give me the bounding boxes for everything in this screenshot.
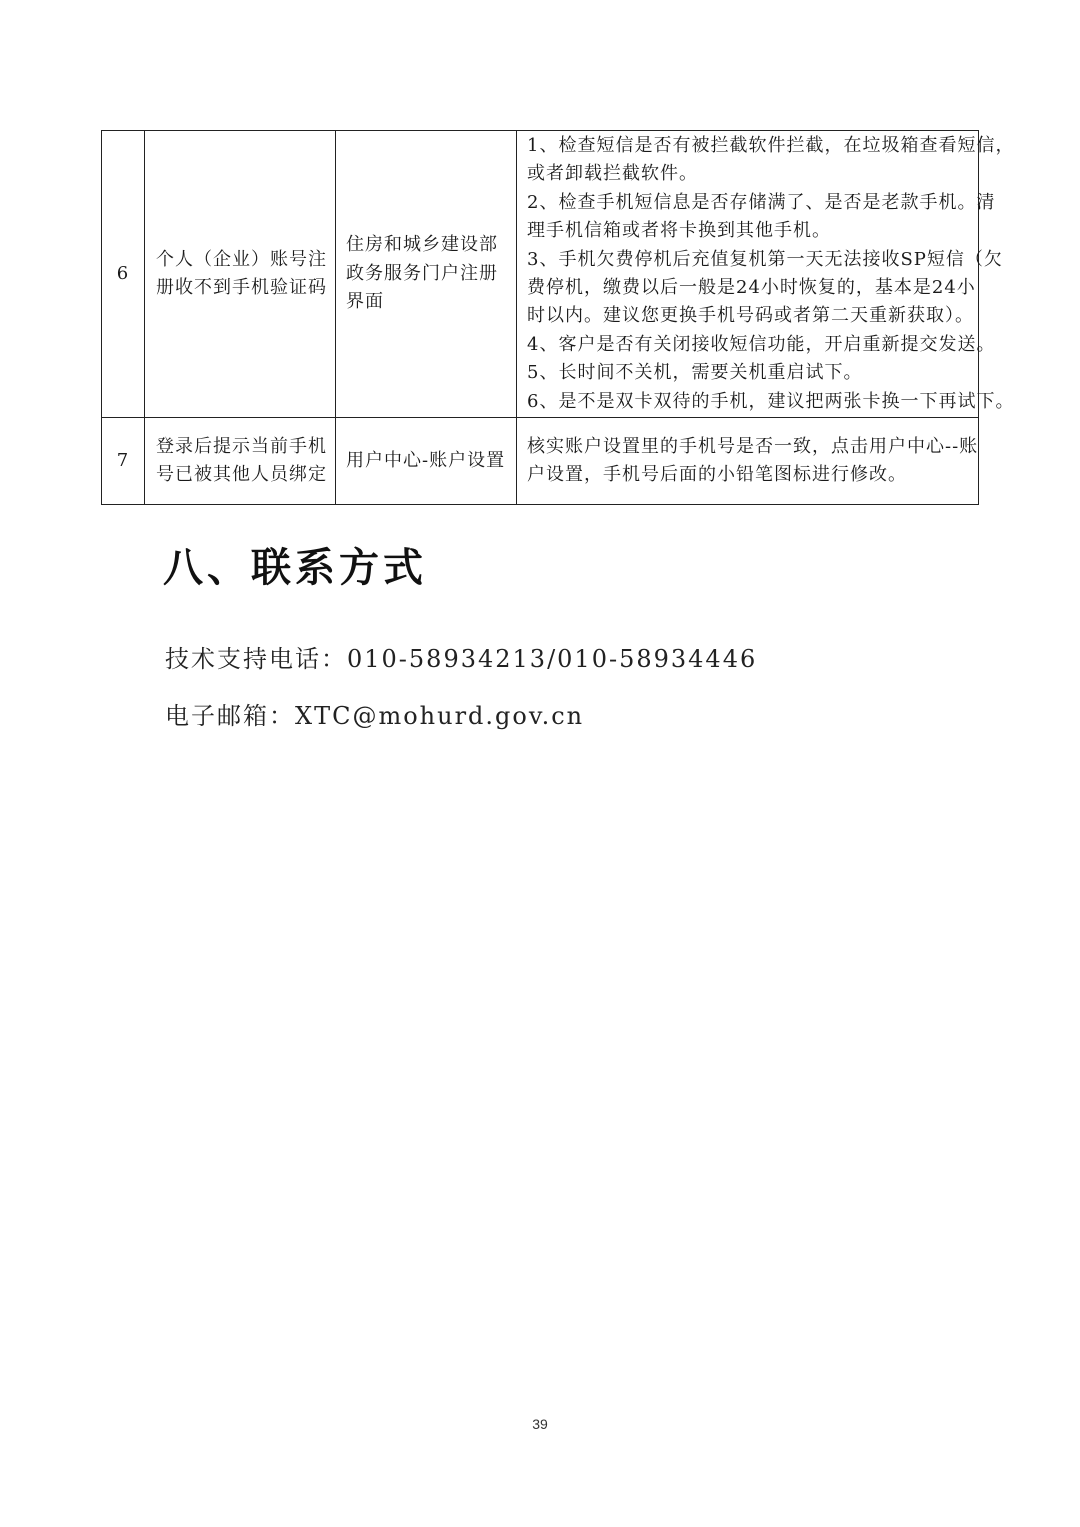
table-row (102, 418, 979, 505)
solution-line: 或者卸载拦截软件。 (527, 163, 698, 185)
faq-table (101, 130, 1015, 505)
section-title: 八、联系方式 (163, 545, 427, 591)
solution-line: 6、是不是双卡双待的手机，建议把两张卡换一下再试下。 (527, 390, 1015, 412)
question-cell: 个人（企业）账号注册收不到手机验证码 (145, 131, 336, 418)
solution-line: 3、手机欠费停机后充值复机第一天无法接收SP短信（欠 (527, 248, 1003, 270)
solution-line: 5、长时间不关机，需要关机重启试下。 (527, 362, 863, 384)
location-cell: 住房和城乡建设部政务服务门户注册界面 (336, 131, 517, 418)
solution-line: 户设置，手机号后面的小铅笔图标进行修改。 (527, 464, 907, 486)
solution-line: 1、检查短信是否有被拦截软件拦截，在垃圾箱查看短信， (527, 135, 1015, 156)
solution-line: 4、客户是否有关闭接收短信功能，开启重新提交发送。 (527, 333, 996, 355)
solution-cell (517, 131, 1015, 418)
solution-line: 核实账户设置里的手机号是否一致，点击用户中心--账 (527, 435, 979, 457)
solution-line: 时以内。建议您更换手机号码或者第二天重新获取）。 (527, 305, 974, 327)
location-cell: 用户中心-账户设置 (336, 418, 517, 505)
solution-line: 费停机，缴费以后一般是24小时恢复的，基本是24小 (527, 277, 976, 299)
page-number: 39 (532, 1416, 548, 1432)
question-cell: 登录后提示当前手机号已被其他人员绑定 (145, 418, 336, 505)
solution-line: 理手机信箱或者将卡换到其他手机。 (527, 220, 831, 242)
table-row (102, 131, 979, 418)
row-number: 6 (102, 131, 145, 418)
solution-cell (517, 418, 979, 505)
solution-line: 2、检查手机短信息是否存储满了、是否是老款手机。清 (527, 191, 996, 213)
support-phone: 技术支持电话：010-58934213/010-58934446 (165, 645, 758, 673)
row-number: 7 (102, 418, 145, 505)
support-email: 电子邮箱：XTC@mohurd.gov.cn (165, 702, 585, 730)
